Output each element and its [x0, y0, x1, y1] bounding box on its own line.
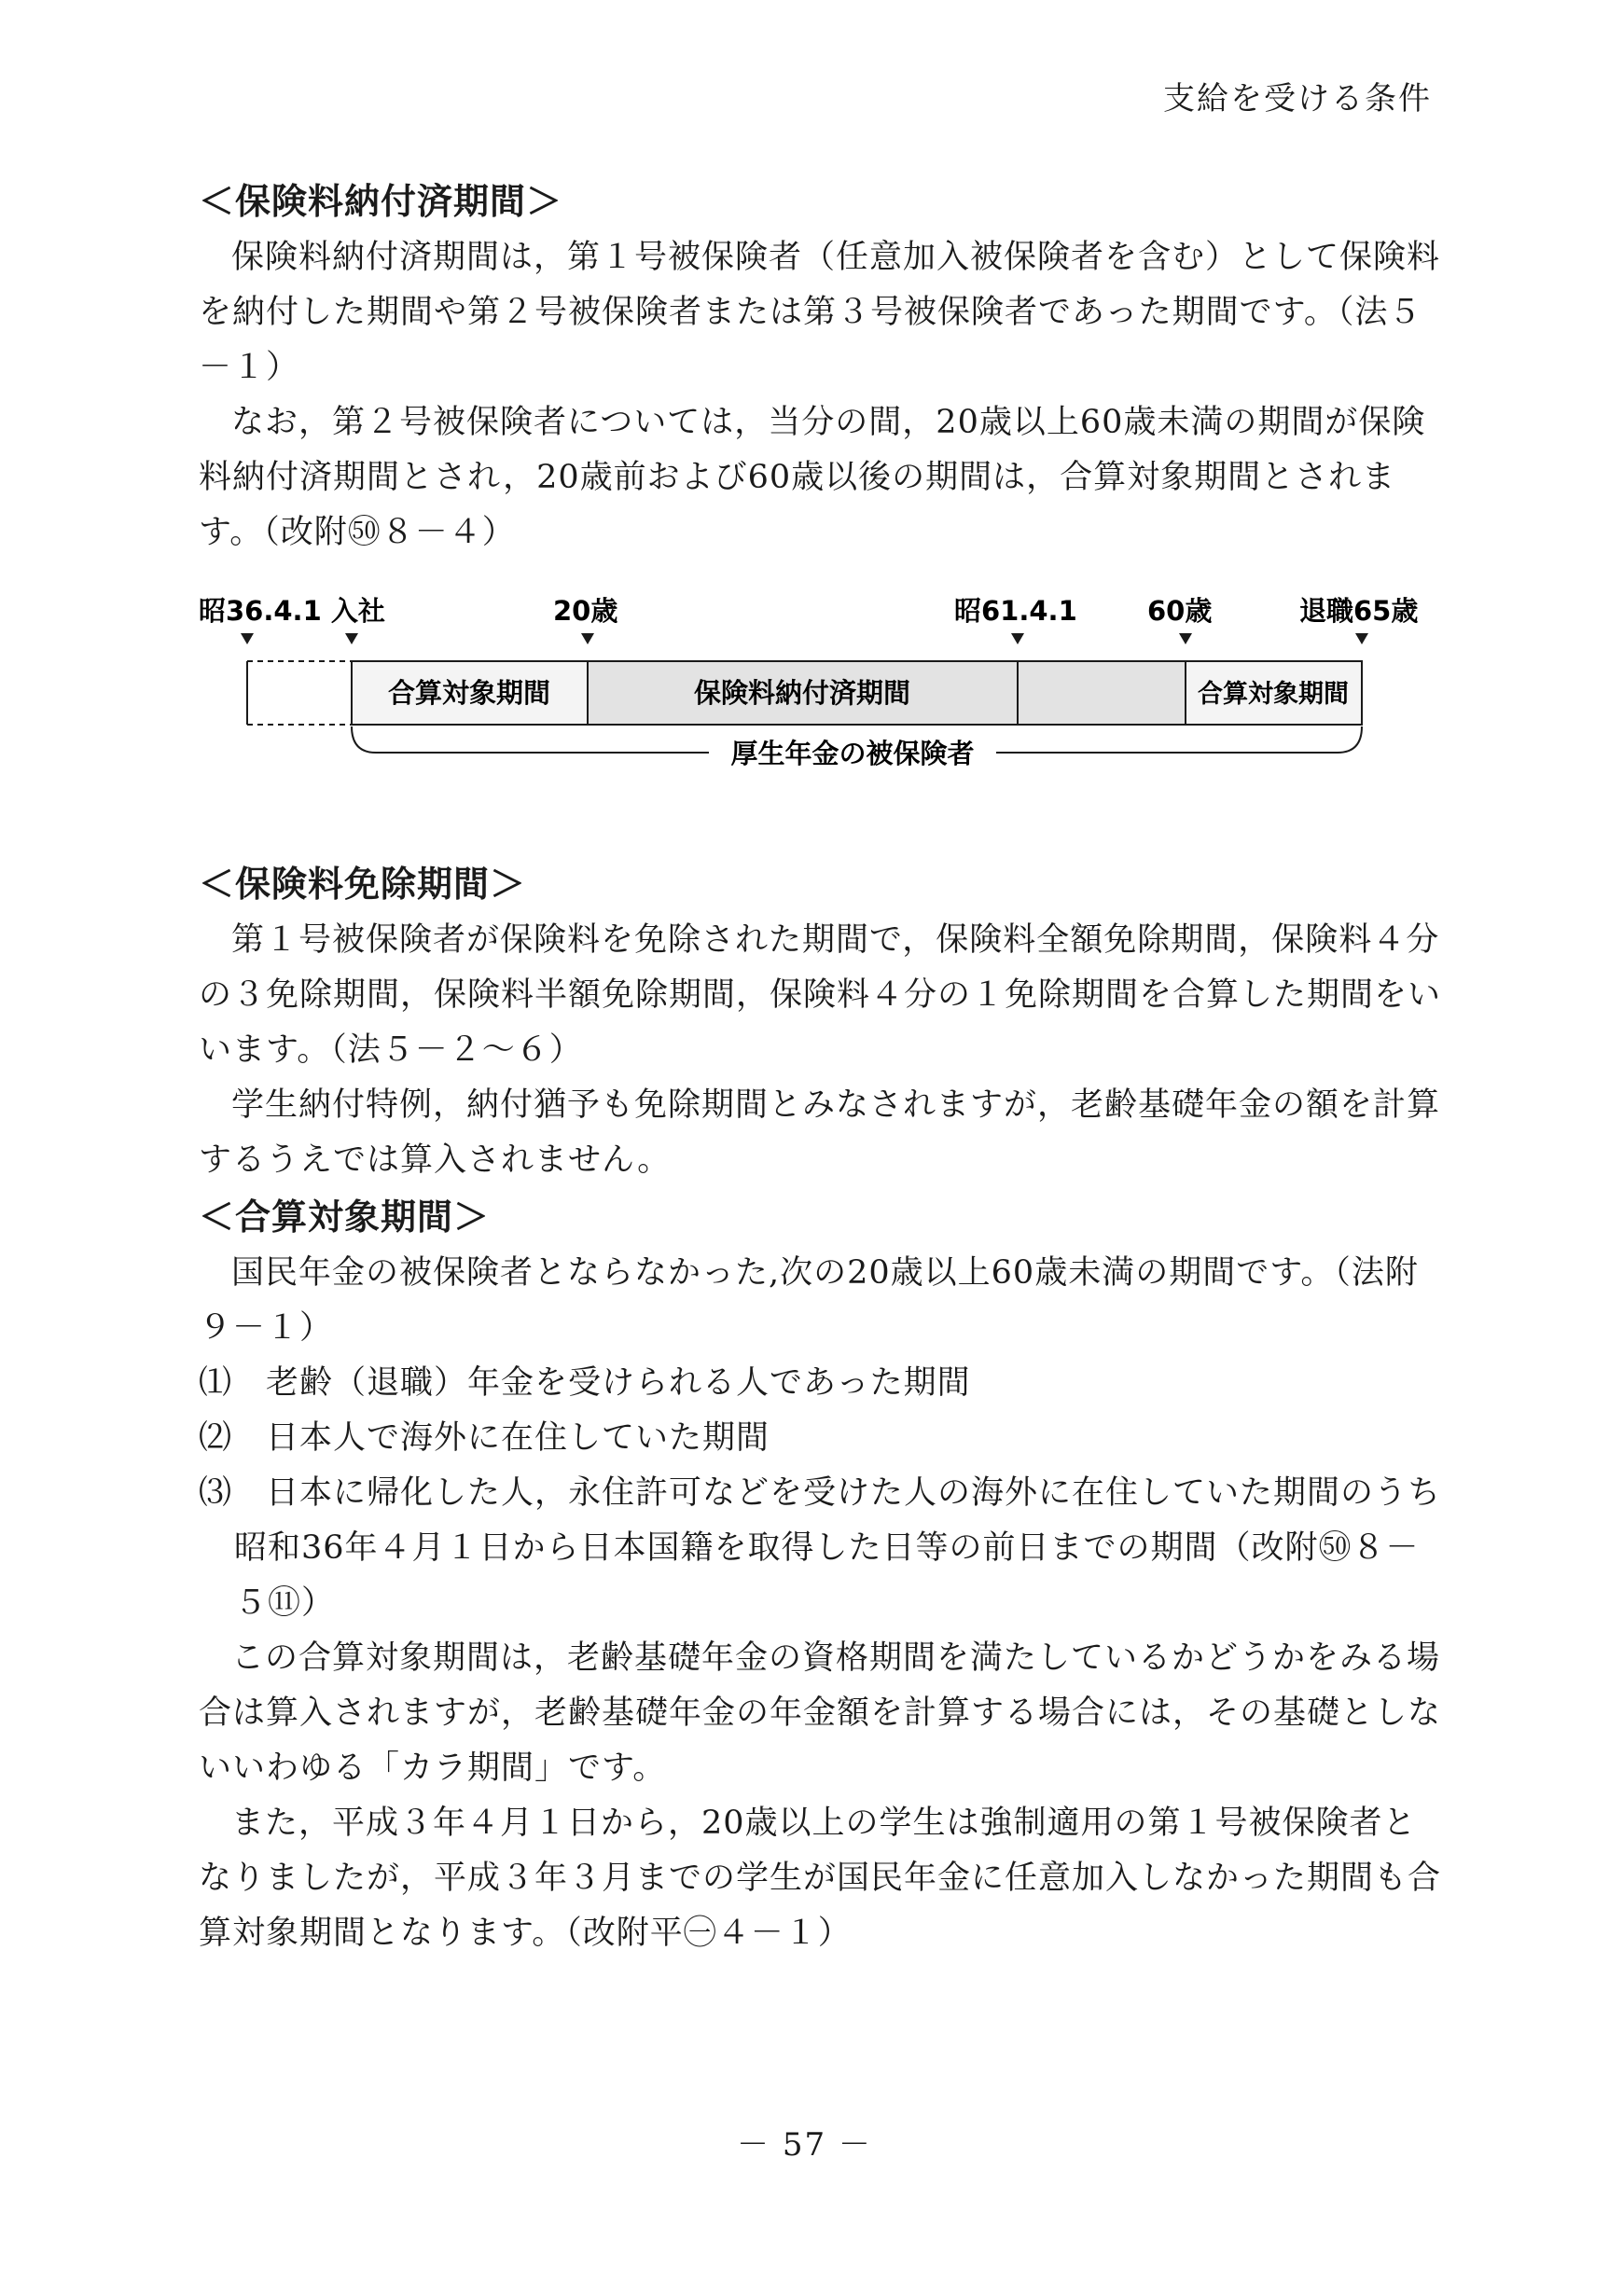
marker-arrow — [345, 633, 358, 644]
page-number: － 57 － — [737, 2126, 872, 2164]
paragraph: 第１号被保険者が保険料を免除された期間で，保険料全額免除期間，保険料４分の３免除期間，保険料半額免除期間，保険料４分の１免除期間を合算した期間をいいます。（法５－２～６） — [199, 921, 1442, 1069]
period-diagram — [199, 587, 1449, 810]
segment-label-aggregate: 合算対象期間 — [387, 677, 551, 709]
marker-arrow — [1355, 633, 1368, 644]
list-item: ⑵ 日本人で海外に在住していた期間 — [199, 1419, 770, 1457]
brace-label: 厚生年金の被保険者 — [730, 738, 975, 769]
brace-left — [352, 726, 709, 753]
section-heading-exempt: ＜保険料免除期間＞ — [199, 864, 527, 905]
paragraph: 学生納付特例，納付猶予も免除期間とみなされますが，老齢基礎年金の額を計算するうえでは算入されません。 — [199, 1086, 1441, 1179]
running-header: 支給を受ける条件 — [1163, 80, 1432, 118]
period-diagram-svg — [199, 587, 1449, 810]
page-content — [199, 173, 1449, 1961]
segment-label-aggregate: 合算対象期間 — [1198, 680, 1349, 709]
marker-arrows — [241, 633, 1368, 644]
marker-arrow — [241, 633, 254, 644]
brace-right — [996, 726, 1362, 753]
marker-label-60: 60歳 — [1147, 595, 1213, 627]
segment-paid-after-s61 — [1018, 661, 1186, 725]
segment-label-paid: 保険料納付済期間 — [693, 677, 911, 709]
list-item: ⑴ 老齢（退職）年金を受けられる人であった期間 — [199, 1364, 971, 1402]
marker-label-20: 20歳 — [553, 595, 618, 627]
marker-arrow — [581, 633, 594, 644]
list-item: ⑶ 日本に帰化した人，永住許可などを受けた人の海外に在住していた期間のうち昭和36年４月１日から日本国籍を取得した日等の前日までの期間（改附㊿８－５⑪） — [199, 1474, 1442, 1622]
marker-label-joined: 昭36.4.1 入社 — [199, 595, 385, 627]
section-heading-aggregate: ＜合算対象期間＞ — [199, 1196, 491, 1238]
marker-label-s61: 昭61.4.1 — [954, 595, 1077, 627]
paragraph: また，平成３年４月１日から，20歳以上の学生は強制適用の第１号被保険者となりましたが，平成３年３月までの学生が国民年金に任意加入しなかった期間も合算対象期間となります。（改附平㊀４－１） — [199, 1805, 1442, 1952]
marker-label-retire: 退職65歳 — [1299, 595, 1419, 627]
paragraph: 国民年金の被保険者とならなかった,次の20歳以上60歳未満の期間です。（法附９－１） — [199, 1254, 1419, 1347]
paragraph: なお，第２号被保険者については，当分の間，20歳以上60歳未満の期間が保険料納付済期間とされ，20歳前および60歳以後の期間は，合算対象期間とされます。（改附㊿８－４） — [199, 404, 1426, 551]
section-heading-paid: ＜保険料納付済期間＞ — [199, 181, 563, 222]
paragraph: 保険料納付済期間は，第１号被保険者（任意加入被保険者を含む）として保険料を納付した期間や第２号被保険者または第３号被保険者であった期間です。（法５－１） — [199, 239, 1441, 386]
paragraph: この合算対象期間は，老齢基礎年金の資格期間を満たしているかどうかをみる場合は算入されますが，老齢基礎年金の年金額を計算する場合には，その基礎としないいわゆる「カラ期間」です。 — [199, 1639, 1442, 1787]
pre-employment-box — [247, 661, 352, 725]
marker-arrow — [1179, 633, 1192, 644]
marker-arrow — [1011, 633, 1024, 644]
